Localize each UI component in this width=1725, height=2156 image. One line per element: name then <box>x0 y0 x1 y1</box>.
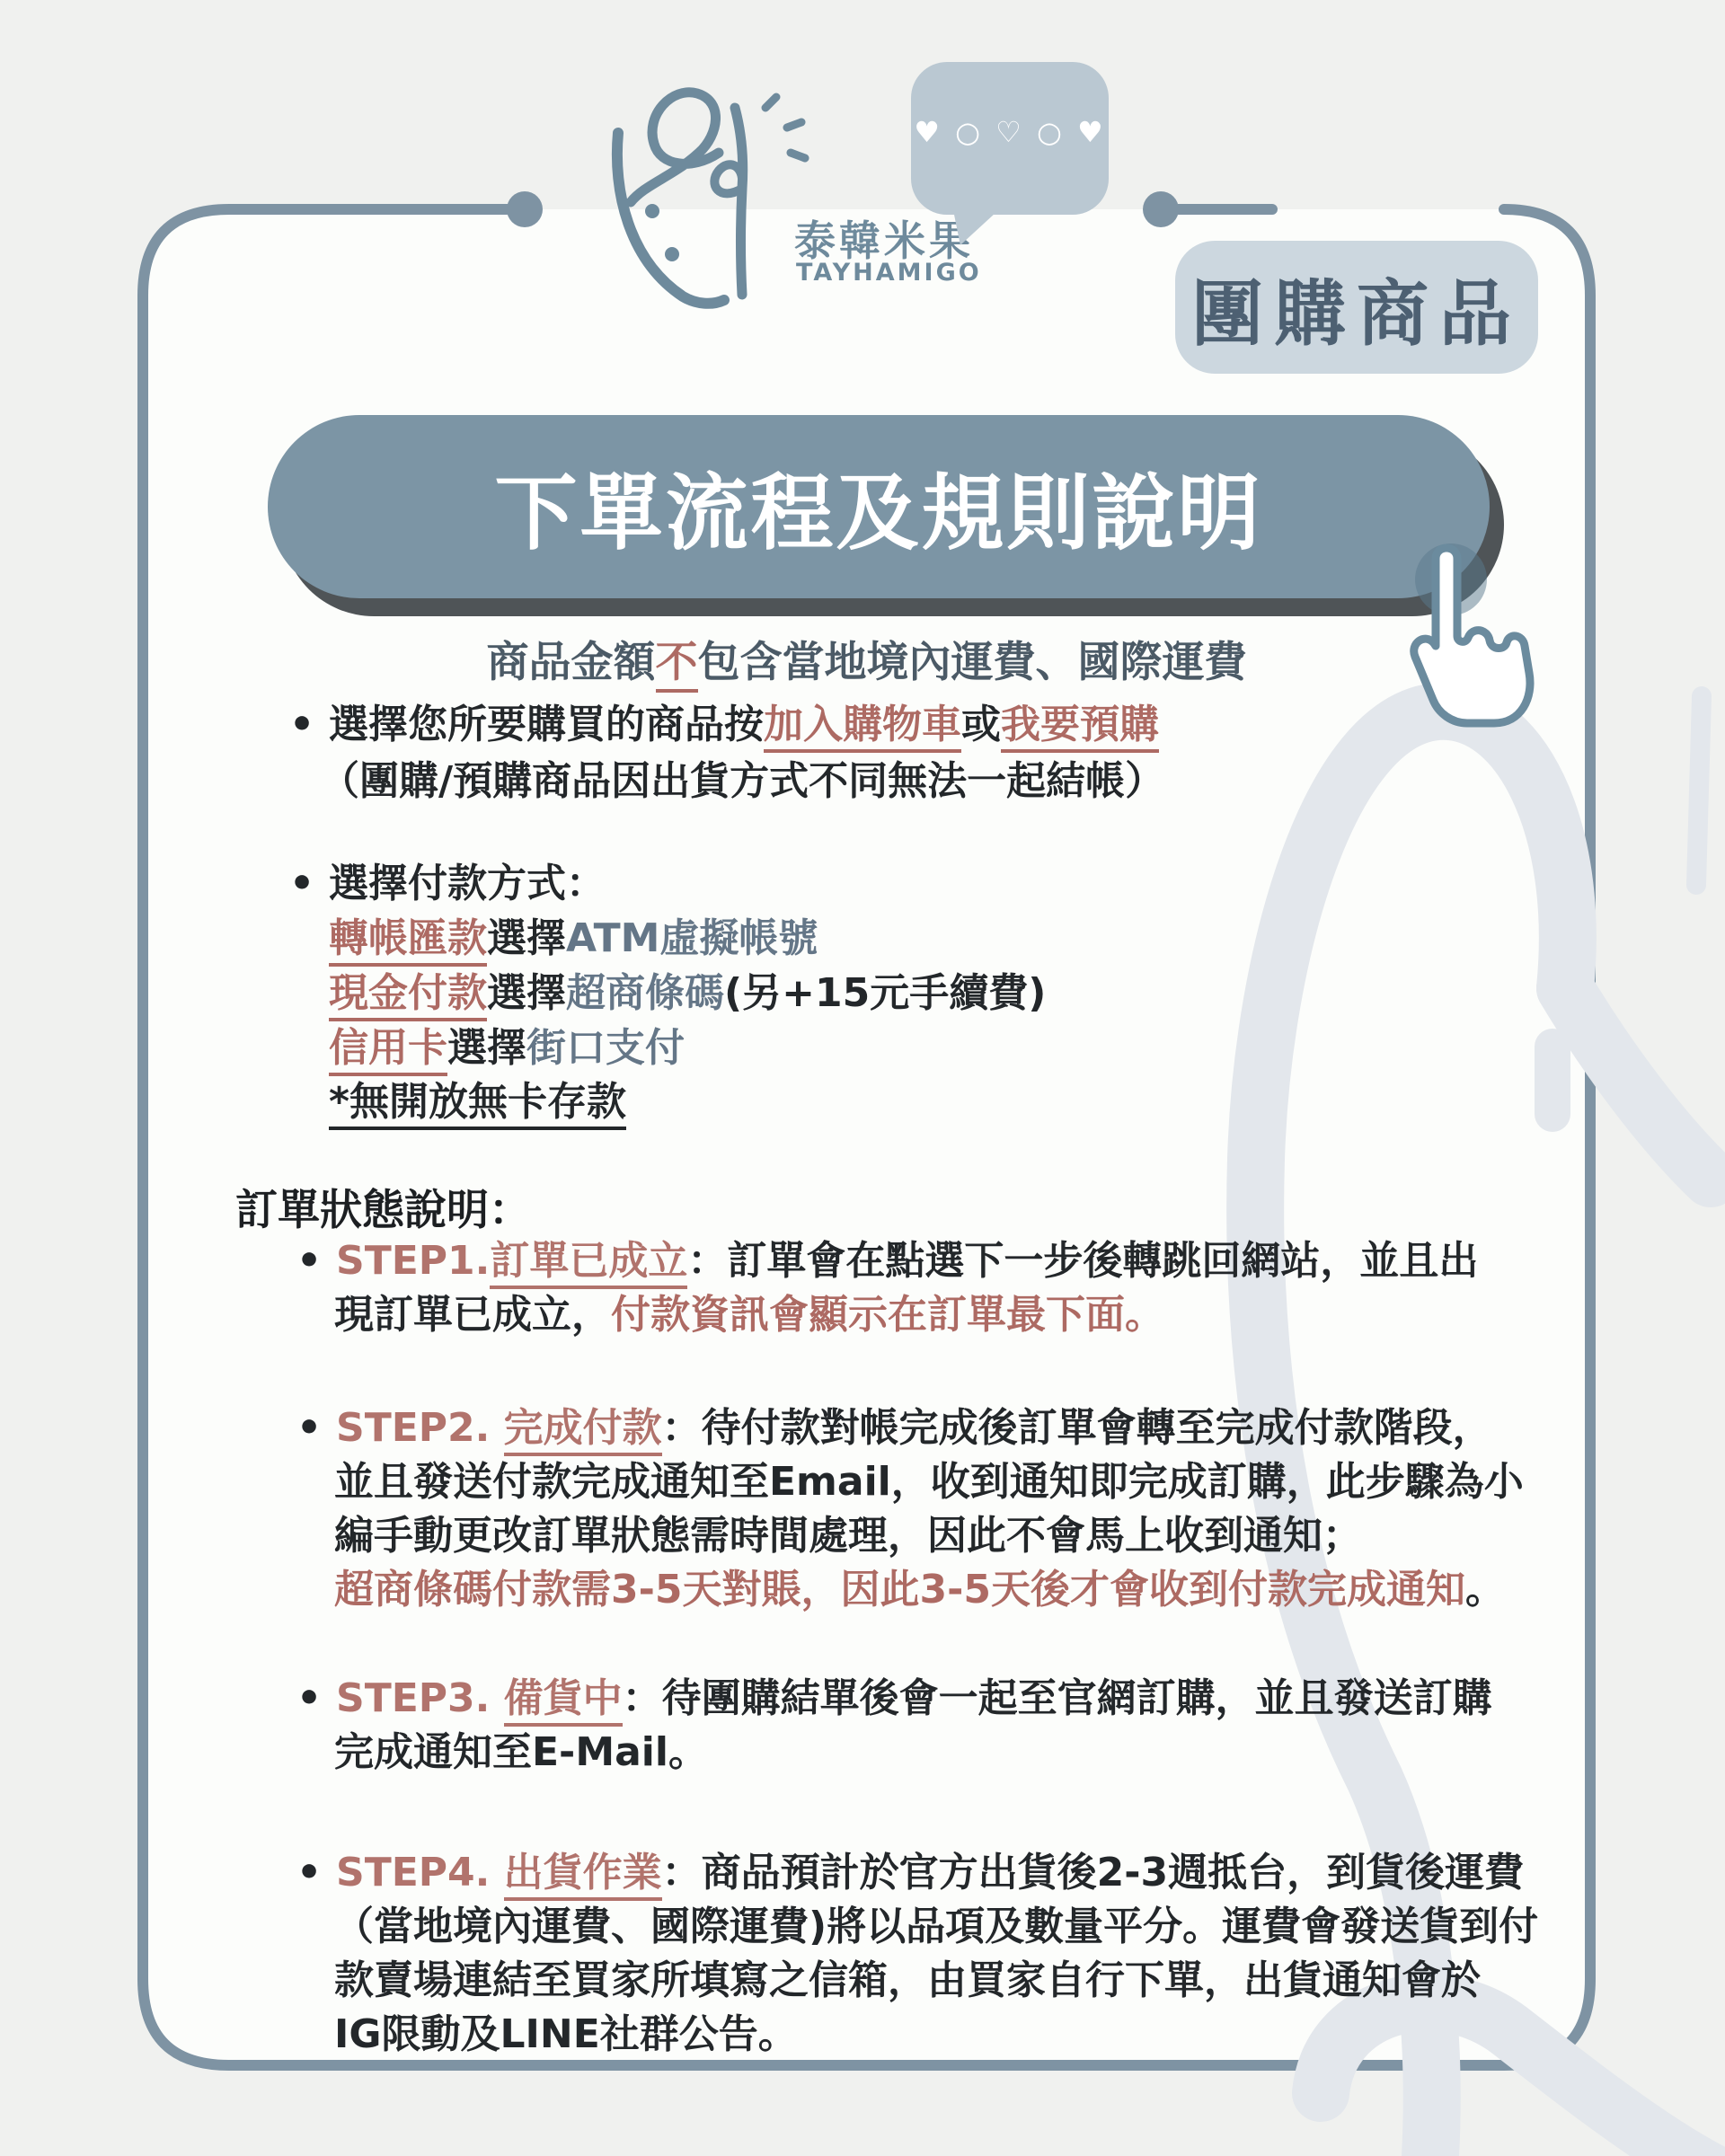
cash-option: 超商條碼 <box>566 970 724 1016</box>
step2-text2: 並且發送付款完成通知至Email，收到通知即完成訂購，此步驟為小 <box>334 1459 1524 1505</box>
bullet-dot: • <box>296 1405 323 1451</box>
bullet-dot: • <box>296 1850 323 1895</box>
step1-text2: 現訂單已成立， <box>334 1292 611 1338</box>
brand-name-zh: 泰韓米果 <box>794 216 974 265</box>
step2-status: 完成付款 <box>504 1405 662 1456</box>
step4-text3: 款賣場連結至買家所填寫之信箱，由買家自行下單，出貨通知會於 <box>334 1957 1481 2003</box>
step2-line2 <box>334 1449 1524 1507</box>
payment-item-credit <box>329 1015 685 1073</box>
bullet-dot: • <box>296 1238 323 1284</box>
credit-method: 信用卡 <box>329 1025 447 1076</box>
step2-text4-highlight: 超商條碼付款需3-5天對賬，因此3-5天後才會收到付款完成通知 <box>334 1567 1465 1613</box>
disclaimer-emphasis: 不 <box>656 638 698 693</box>
border-end-dot <box>507 191 543 227</box>
step2-line4 <box>334 1557 1505 1614</box>
title-pill <box>268 415 1490 598</box>
no-cardless-note: *無開放無卡存款 <box>329 1079 626 1130</box>
border-end-dot <box>1143 191 1179 227</box>
step2-text1: 待付款對帳完成後訂單會轉至完成付款階段， <box>701 1405 1492 1451</box>
product-bullet-line2 <box>320 748 1164 806</box>
payment-item-transfer <box>329 906 818 963</box>
step1-colon: ： <box>687 1238 728 1284</box>
group-buy-badge-label: 團購商品 <box>1191 271 1522 356</box>
step4-text2: （當地境內運費、國際運費)將以品項及數量平分。運費會發送貨到付 <box>334 1904 1539 1949</box>
order-status-heading: 訂單狀態說明： <box>235 1186 531 1235</box>
step1-label: STEP1. <box>336 1238 491 1284</box>
step1-text1: 訂單會在點選下一步後轉跳回網站，並且出 <box>727 1238 1479 1284</box>
step1-line2 <box>334 1282 1164 1339</box>
product-pre: 選擇您所要購買的商品按 <box>329 702 764 747</box>
disclaimer-pre: 商品金額 <box>486 638 656 687</box>
step2-text4-end: 。 <box>1464 1567 1505 1613</box>
cash-mid: 選擇 <box>487 970 566 1016</box>
step4-line4 <box>334 2001 798 2059</box>
step3-line1 <box>296 1666 1492 1723</box>
step4-line2 <box>334 1894 1538 1951</box>
cash-suffix: (另+15元手續費) <box>724 970 1047 1016</box>
preorder-link[interactable]: 我要預購 <box>1001 702 1159 753</box>
step1-line1 <box>296 1228 1478 1286</box>
cash-method: 現金付款 <box>329 970 487 1021</box>
step4-text4: IG限動及LINE社群公告。 <box>334 2011 798 2057</box>
or-text: 或 <box>961 702 1001 747</box>
credit-mid: 選擇 <box>447 1025 526 1071</box>
step4-line1 <box>296 1840 1524 1897</box>
step3-line2 <box>334 1719 708 1777</box>
cat-logo-icon <box>584 36 871 323</box>
step2-label: STEP2. <box>336 1405 504 1451</box>
step3-status: 備貨中 <box>504 1675 623 1727</box>
product-bullet-line1 <box>289 692 1159 749</box>
transfer-method: 轉帳匯款 <box>329 915 487 967</box>
step3-text1: 待團購結單後會一起至官網訂購，並且發送訂購 <box>661 1675 1492 1721</box>
step4-colon: ： <box>661 1850 702 1895</box>
step3-colon: ： <box>622 1675 662 1721</box>
bullet-dot: • <box>289 861 315 906</box>
step2-line3 <box>334 1503 1362 1560</box>
add-to-cart-link[interactable]: 加入購物車 <box>764 702 961 753</box>
payment-footnote-line <box>329 1069 626 1127</box>
payment-heading: 選擇付款方式： <box>329 861 606 906</box>
step1-text2-highlight: 付款資訊會顯示在訂單最下面。 <box>611 1292 1164 1338</box>
step2-line1 <box>296 1395 1492 1453</box>
step4-status: 出貨作業 <box>504 1850 662 1901</box>
group-buy-badge <box>1175 241 1538 374</box>
step2-colon: ： <box>661 1405 702 1451</box>
bullet-dot: • <box>296 1675 323 1721</box>
step3-label: STEP3. <box>336 1675 504 1721</box>
page-title: 下單流程及規則說明 <box>494 465 1263 561</box>
payment-heading-line <box>289 851 606 908</box>
step2-text3: 編手動更改訂單狀態需時間處理，因此不會馬上收到通知； <box>334 1513 1362 1559</box>
click-hand-icon <box>1366 530 1563 737</box>
payment-item-cash <box>329 960 1046 1018</box>
disclaimer-post: 包含當地境內運費、國際運費 <box>697 638 1247 687</box>
product-note: （團購/預購商品因出貨方式不同無法一起結帳） <box>320 758 1165 804</box>
credit-option: 街口支付 <box>526 1025 685 1071</box>
hearts-icon: ♥ ○ ♡ ○ ♥ <box>914 115 1106 149</box>
transfer-option: ATM虛擬帳號 <box>566 915 818 961</box>
transfer-mid: 選擇 <box>487 915 566 961</box>
step4-line3 <box>334 1948 1481 2005</box>
step4-label: STEP4. <box>336 1850 504 1895</box>
step1-status: 訂單已成立 <box>490 1238 687 1289</box>
brand-name-en: TAYHAMIGO <box>796 259 982 287</box>
bullet-dot: • <box>289 702 315 747</box>
step3-text2: 完成通知至E-Mail。 <box>334 1729 708 1775</box>
step4-text1: 商品預計於官方出貨後2-3週抵台，到貨後運費 <box>701 1850 1525 1895</box>
